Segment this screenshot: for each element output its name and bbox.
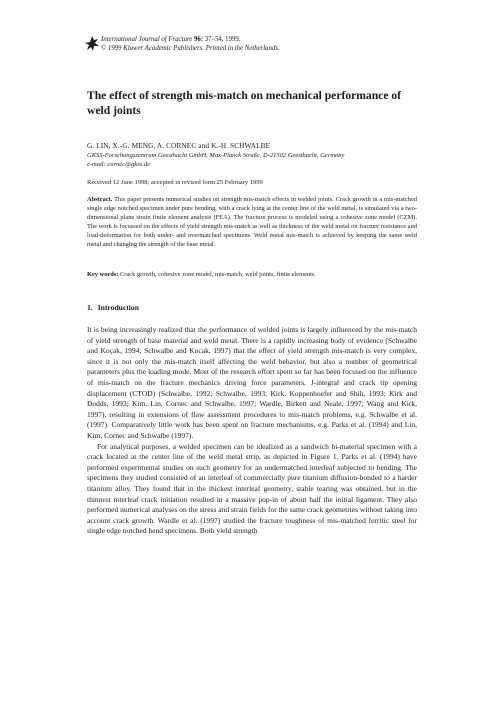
paper-title: The effect of strength mis-match on mechanical performance of weld joints <box>87 89 402 117</box>
journal-pages: 37–54, 1999. <box>204 36 241 43</box>
abstract-label: Abstract. <box>87 196 113 203</box>
received-dates: Received 12 June 1998; accepted in revised form 25 February 1999 <box>87 179 263 186</box>
body-text <box>87 325 417 537</box>
author-affiliation <box>87 152 417 169</box>
keywords <box>87 270 417 279</box>
journal-header <box>87 35 417 53</box>
section-heading <box>87 303 417 313</box>
abstract-text: This paper presents numerical studies on strength mis-match effects in welded joints. Crack growth in a mis-matched single edge notched specimen under pure bending, with a crack lying at the center line of the weld metal, is simulated via a two-dimensional plane strain finite element analysis (FEA). The fracture process is modeled using a cohesive zone model (CZM). The work is focussed on the effects of yield strength mis-match as well as thickness of the weld metal on fracture resistance and load-deformation for both under- and overmatched specimens. Weld metal mis-match is achieved by keeping the same weld metal and changing the strength of the base metal. <box>87 196 417 248</box>
affiliation-email: e-mail: cornec@gkss.de <box>87 160 151 168</box>
paragraph: For analytical purposes, a welded specimen can be idealized as a sandwich bi-material specimen with a crack located at the center line of the weld metal strip, as depicted in Figure 1. Parks et al. (1994) have performed experimental studies on such geometry for an undermatched interleaf subjected to bending. The specimens they studied consisted of an interleaf of commercially pure titanium diffusion-bonded to a harder titanium alloy. They found that in the thickest interleaf geometry, stable tearing was obtained, but in the thinnest interleaf crack initiation resulted in a massive pop-in of about half the initial ligament. They also performed numerical analyses on the stress and strain fields for the same crack geometries without taking into account crack growth. Wardle et al. (1997) studied the fracture toughness of mis-matched ferritic steel for single edge notched bend specimens. Both yield strength <box>87 441 417 536</box>
affiliation-address: GKSS-Forschungszentrum Geesthacht GmbH, Max-Planck Straße, D-21502 Geesthacht, Germany <box>87 152 345 159</box>
journal-volume: 96: <box>194 36 204 43</box>
section-number: 1. <box>87 303 93 312</box>
paper-authors: G. LIN, X.-G. MENG, A. CORNEC and K.-H. SCHWALBE <box>87 141 271 150</box>
abstract <box>87 196 417 249</box>
journal-copyright: © 1999 Kluwer Academic Publishers. Printed in the Netherlands. <box>101 45 280 52</box>
paragraph: It is being increasingly realized that the performance of welded joints is largely influenced by the mis-match of yield strength of base material and weld metal. There is a rapidly increasing body of evidence (Schwalbe and Koçak, 1994; Schwalbe and Kocak, 1997) that the effect of yield strength mis-match is very complex, since it is not only the mis-match itself affecting the weld behavior, but also a number of geometrical parameters plus the loading mode. Most of the research effort spent so far has been focused on the influence of mis-match on the fracture mechanics driving force parameters, J-integral and crack tip opening displacement (CTOD) (Schwalbe, 1992; Schwalbe, 1993; Kirk, Koppenhoefer and Shih, 1993; Kirk and Dodds, 1993; Kim, Lin, Cornec and Schwalbe, 1997; Wardle, Birkett and Neale, 1997; Wang and Kirk, 1997), resulting in extensions of flaw assessment procedures to mis-match problems, e.g. Schwalbe et al. (1997). Comparatively little work has been spent on fracture mechanisms, e.g. Parks et al. (1994) and Lin, Kim, Cornec and Schwalbe (1997). <box>87 325 417 440</box>
journal-name: International Journal of Fracture <box>101 36 193 43</box>
keywords-label: Key words: <box>87 271 119 278</box>
journal-citation <box>101 35 417 44</box>
section-title: Introduction <box>97 303 139 312</box>
keywords-text: Crack growth, cohesive zone model, mis-match, weld joints, finite elements. <box>120 271 316 278</box>
